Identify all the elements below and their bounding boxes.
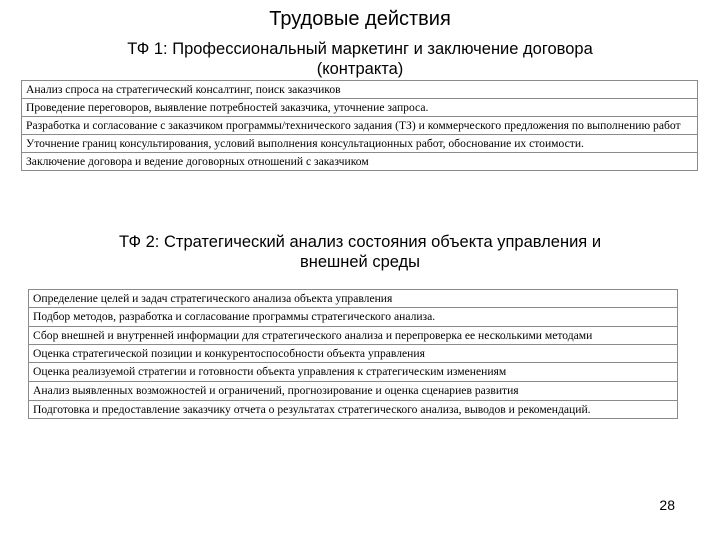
table-row [29,363,678,382]
page-title: Трудовые действия [269,8,451,30]
table-cell: Сбор внешней и внутренней информации для стратегического анализа и перепроверка ее несколькими методами [29,327,678,345]
section2-heading-line1: ТФ 2: Стратегический анализ состояния объекта управления и [118,233,602,251]
table-cell: Анализ выявленных возможностей и ограничений, прогнозирование и оценка сценариев развития [29,382,678,401]
section2-heading [50,232,670,272]
table-cell: Проведение переговоров, выявление потребностей заказчика, уточнение запроса. [22,99,698,117]
section1-heading-line2: (контракта) [316,60,404,78]
table-row [22,153,698,171]
table-row [22,99,698,117]
table-cell: Заключение договора и ведение договорных отношений с заказчиком [22,153,698,171]
table-cell: Подготовка и предоставление заказчику отчета о результатах стратегического анализа, выводов и рекомендаций. [29,401,678,419]
section2-table [28,289,678,419]
table-cell: Оценка реализуемой стратегии и готовности объекта управления к стратегическим изменениям [29,363,678,382]
table-cell: Оценка стратегической позиции и конкурентоспособности объекта управления [29,345,678,363]
table-row [29,327,678,345]
table-cell: Разработка и согласование с заказчиком программы/технического задания (ТЗ) и коммерческого предложения по выполнению работ [22,117,698,135]
table-row [29,290,678,308]
page-number: 28 [659,497,675,513]
table-row [22,135,698,153]
table-row [29,308,678,327]
section1-heading [60,39,660,79]
table-row [29,401,678,419]
table-row [22,117,698,135]
table-cell: Анализ спроса на стратегический консалтинг, поиск заказчиков [22,81,698,99]
table-row [22,81,698,99]
table-row [29,345,678,363]
section1-heading-line1: ТФ 1: Профессиональный маркетинг и заключение договора [127,40,593,58]
table-cell: Подбор методов, разработка и согласование программы стратегического анализа. [29,308,678,327]
table-cell: Определение целей и задач стратегического анализа объекта управления [29,290,678,308]
table-row [29,382,678,401]
section2-heading-line2: внешней среды [299,253,421,271]
section1-table [21,80,698,171]
table-cell: Уточнение границ консультирования, условий выполнения консультационных работ, обоснование их стоимости. [22,135,698,153]
